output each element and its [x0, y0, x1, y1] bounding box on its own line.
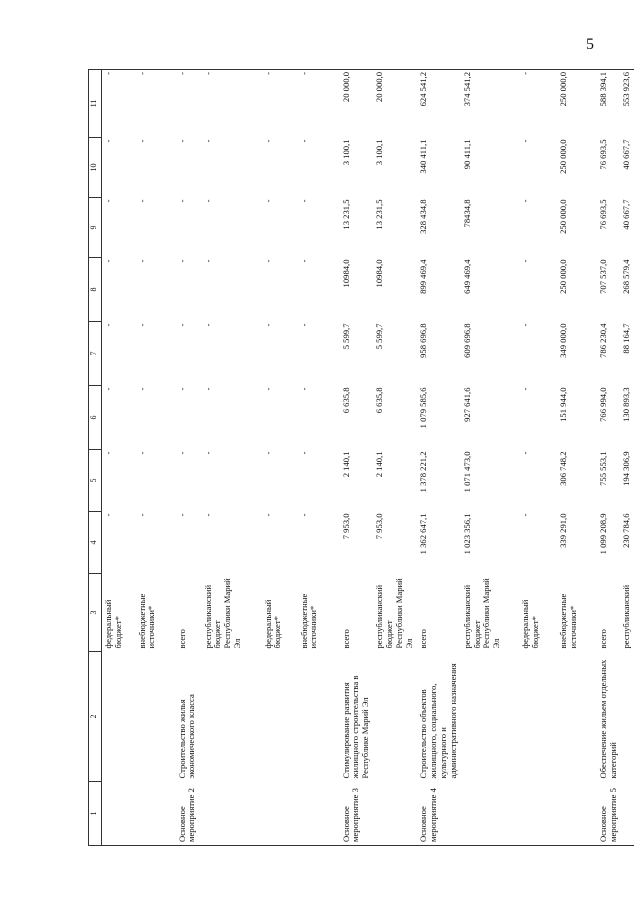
column-header-11: 11	[89, 70, 102, 138]
value-cell-col-7: 958 696,8	[418, 323, 429, 358]
value-cell-col-5: 1 378 221,2	[418, 451, 429, 493]
value-cell-col-10: -	[262, 139, 273, 143]
table-header	[89, 70, 102, 846]
measure-cell	[557, 782, 597, 846]
measure-name-cell	[262, 652, 298, 782]
measure-name-cell: Строительство объектов жилищного, социального, культурного и административного назначения	[418, 663, 458, 779]
measure-cell: Основное мероприятие 5	[597, 782, 621, 846]
value-cell-col-11: 250 000,0	[557, 70, 597, 138]
value-cell-col-11: -	[136, 70, 176, 138]
funding-source-cell: внебюджетные источники*	[298, 593, 319, 649]
value-cell-col-10: -	[519, 139, 530, 143]
value-cell-col-11: 20 000,0	[373, 70, 417, 138]
measure-cell	[202, 782, 262, 846]
value-cell-col-4: 1 023 356,1	[461, 513, 472, 555]
value-cell-col-10: 3 100,1	[340, 139, 351, 166]
column-header-9: 9	[89, 198, 102, 258]
value-cell-col-7: 609 696,8	[461, 323, 472, 358]
value-cell-col-10: 340 411,1	[418, 139, 429, 174]
funding-source-cell: внебюджетные источники*	[136, 593, 157, 649]
value-cell-col-9: -	[136, 199, 147, 203]
table-row	[262, 70, 298, 846]
value-cell-col-8: 649 469,4	[461, 259, 472, 294]
financing-table	[88, 69, 634, 846]
value-cell-col-5: 2 140,1	[340, 451, 351, 478]
measure-name-cell	[136, 652, 176, 782]
value-cell-col-5: -	[136, 451, 147, 455]
column-header-10: 10	[89, 138, 102, 198]
table-row	[417, 70, 461, 846]
value-cell-col-9: 76 693,5	[597, 199, 608, 230]
value-cell-col-7: -	[262, 323, 273, 327]
measure-cell	[373, 782, 417, 846]
value-cell-col-7: 5 599,7	[374, 323, 385, 350]
column-header-6: 6	[89, 386, 102, 450]
value-cell-col-6: 1 079 585,6	[418, 387, 429, 429]
value-cell-col-4: -	[136, 513, 147, 517]
rotated-table-container	[88, 70, 632, 846]
value-cell-col-5: -	[262, 451, 273, 455]
value-cell-col-5: 194 306,9	[621, 451, 632, 486]
value-cell-col-7: -	[519, 323, 530, 327]
value-cell-col-5: 2 140,1	[374, 451, 385, 478]
value-cell-col-5: -	[519, 451, 530, 455]
value-cell-col-4: 339 291,0	[557, 513, 568, 548]
value-cell-col-9: 250 000,0	[557, 199, 568, 234]
table-row	[373, 70, 417, 846]
value-cell-col-7: -	[202, 323, 213, 327]
measure-cell: Основное мероприятие 3	[340, 782, 374, 846]
measure-name-cell	[620, 652, 634, 782]
value-cell-col-6: 927 641,6	[461, 387, 472, 422]
value-cell-col-4: 230 784,6	[621, 513, 632, 548]
table-row	[519, 70, 557, 846]
value-cell-col-4: -	[298, 513, 309, 517]
value-cell-col-4: 1 362 647,1	[418, 513, 429, 555]
value-cell-col-5: 755 553,1	[597, 451, 608, 486]
value-cell-col-11: -	[176, 70, 202, 138]
value-cell-col-7: 88 164,7	[621, 323, 632, 354]
value-cell-col-10: -	[298, 139, 309, 143]
value-cell-col-10: -	[202, 139, 213, 143]
value-cell-col-11: 374 541,2	[461, 70, 519, 138]
value-cell-col-6: 6 635,8	[374, 387, 385, 414]
value-cell-col-6: -	[136, 387, 147, 391]
funding-source-cell: всего	[340, 629, 351, 649]
value-cell-col-9: 328 434,8	[418, 199, 429, 234]
measure-name-cell: Стимулирование развития жилищного строительства в Республике Марий Эл	[340, 675, 371, 779]
value-cell-col-6: -	[176, 387, 187, 391]
value-cell-col-11: -	[202, 70, 262, 138]
value-cell-col-10: -	[176, 139, 187, 143]
value-cell-col-6: -	[202, 387, 213, 391]
value-cell-col-8: -	[103, 259, 113, 263]
value-cell-col-4: -	[176, 513, 187, 517]
value-cell-col-6: -	[103, 387, 113, 391]
table-row	[102, 70, 136, 846]
table-row	[597, 70, 621, 846]
value-cell-col-7: 786 230,4	[597, 323, 608, 358]
measure-name-cell	[557, 652, 597, 782]
value-cell-col-10: 90 411,1	[461, 139, 472, 170]
value-cell-col-9: 13 231,5	[340, 199, 351, 230]
column-header-4: 4	[89, 512, 102, 574]
column-header-1: 1	[89, 782, 102, 846]
value-cell-col-10: 40 667,7	[621, 139, 632, 170]
value-cell-col-9: -	[298, 199, 309, 203]
value-cell-col-8: -	[519, 259, 530, 263]
measure-name-cell: Строительство жилья экономического класса	[176, 694, 197, 779]
funding-source-cell: республиканский	[621, 584, 632, 649]
table-row	[461, 70, 519, 846]
table-row	[620, 70, 634, 846]
funding-source-cell: федеральный бюджет*	[519, 599, 540, 649]
value-cell-col-6: -	[298, 387, 309, 391]
value-cell-col-6: 130 893,3	[621, 387, 632, 422]
measure-cell	[262, 782, 298, 846]
measure-name-cell	[102, 652, 136, 782]
value-cell-col-4: -	[262, 513, 273, 517]
measure-cell	[461, 782, 519, 846]
funding-source-cell: республиканский бюджет Республики Марий Эл	[202, 578, 243, 649]
value-cell-col-5: 1 071 473,0	[461, 451, 472, 493]
value-cell-col-6: 151 944,0	[557, 387, 568, 422]
funding-source-cell: республиканский бюджет Республики Марий Эл	[374, 578, 414, 649]
measure-name-cell	[519, 652, 557, 782]
value-cell-col-11: -	[298, 70, 340, 138]
measure-cell	[620, 782, 634, 846]
value-cell-col-4: 1 099 208,9	[597, 513, 608, 555]
value-cell-col-8: -	[202, 259, 213, 263]
value-cell-col-9: 40 667,7	[621, 199, 632, 230]
measure-cell	[136, 782, 176, 846]
value-cell-col-9: -	[202, 199, 213, 203]
value-cell-col-8: -	[298, 259, 309, 263]
value-cell-col-10: 3 100,1	[374, 139, 385, 166]
value-cell-col-7: -	[136, 323, 147, 327]
value-cell-col-11: 624 541,2	[417, 70, 461, 138]
funding-source-cell: федеральный бюджет*	[103, 599, 123, 649]
value-cell-col-10: 250 000,0	[557, 139, 568, 174]
value-cell-col-7: 5 599,7	[340, 323, 351, 350]
value-cell-col-6: 6 635,8	[340, 387, 351, 414]
measure-cell	[519, 782, 557, 846]
column-header-5: 5	[89, 450, 102, 512]
table-row	[136, 70, 176, 846]
funding-source-cell: всего	[418, 629, 429, 649]
value-cell-col-8: 250 000,0	[557, 259, 568, 294]
funding-source-cell: федеральный бюджет*	[262, 599, 283, 649]
value-cell-col-8: 10984,0	[374, 259, 385, 288]
measure-name-cell	[373, 652, 417, 782]
measure-name-cell	[298, 652, 340, 782]
column-header-8: 8	[89, 258, 102, 322]
value-cell-col-11: -	[262, 70, 298, 138]
value-cell-col-8: 10984,0	[340, 259, 351, 288]
value-cell-col-10: 76 693,5	[597, 139, 608, 170]
value-cell-col-9: -	[103, 199, 113, 203]
funding-source-cell: внебюджетные источники*	[557, 593, 578, 649]
value-cell-col-9: -	[519, 199, 530, 203]
measure-name-cell	[202, 652, 262, 782]
column-header-2: 2	[89, 652, 102, 782]
value-cell-col-11: 20 000,0	[340, 70, 374, 138]
value-cell-col-6: 766 994,0	[597, 387, 608, 422]
value-cell-col-11: -	[102, 70, 136, 138]
page-number: 5	[586, 36, 594, 53]
column-header-7: 7	[89, 322, 102, 386]
value-cell-col-7: -	[176, 323, 187, 327]
table-body	[102, 70, 635, 846]
value-cell-col-4: -	[519, 513, 530, 517]
table-row	[557, 70, 597, 846]
value-cell-col-5: -	[298, 451, 309, 455]
value-cell-col-7: -	[103, 323, 113, 327]
measure-cell	[102, 782, 136, 846]
value-cell-col-10: -	[136, 139, 147, 143]
value-cell-col-8: -	[136, 259, 147, 263]
value-cell-col-6: -	[519, 387, 530, 391]
value-cell-col-5: -	[103, 451, 113, 455]
value-cell-col-6: -	[262, 387, 273, 391]
value-cell-col-7: 349 000,0	[557, 323, 568, 358]
value-cell-col-9: 13 231,5	[374, 199, 385, 230]
value-cell-col-5: 306 748,2	[557, 451, 568, 486]
table-row	[298, 70, 340, 846]
value-cell-col-8: -	[262, 259, 273, 263]
value-cell-col-4: 7 953,0	[340, 513, 351, 540]
table-row	[340, 70, 374, 846]
value-cell-col-9: -	[176, 199, 187, 203]
value-cell-col-10: -	[103, 139, 113, 143]
value-cell-col-8: -	[176, 259, 187, 263]
value-cell-col-4: 7 953,0	[374, 513, 385, 540]
value-cell-col-8: 707 537,0	[597, 259, 608, 294]
column-header-3: 3	[89, 574, 102, 652]
funding-source-cell: республиканский бюджет Республики Марий Эл	[461, 578, 502, 649]
table-row	[202, 70, 262, 846]
measure-cell: Основное мероприятие 2	[176, 782, 202, 846]
value-cell-col-4: -	[202, 513, 213, 517]
value-cell-col-5: -	[176, 451, 187, 455]
funding-source-cell: всего	[597, 629, 608, 649]
table-row	[176, 70, 202, 846]
value-cell-col-11: 588 394,1	[597, 70, 621, 138]
value-cell-col-4: -	[103, 513, 113, 517]
value-cell-col-8: 899 469,4	[418, 259, 429, 294]
measure-name-cell	[461, 652, 519, 782]
value-cell-col-5: -	[202, 451, 213, 455]
value-cell-col-9: 78434,8	[461, 199, 472, 228]
measure-name-cell: Обеспечение жильем отдельных категорий	[597, 659, 618, 779]
measure-cell: Основное мероприятие 4	[417, 782, 461, 846]
value-cell-col-11: -	[519, 70, 557, 138]
value-cell-col-11: 553 923,6	[620, 70, 634, 138]
value-cell-col-8: 268 579,4	[621, 259, 632, 294]
value-cell-col-9: -	[262, 199, 273, 203]
value-cell-col-7: -	[298, 323, 309, 327]
measure-cell	[298, 782, 340, 846]
funding-source-cell: всего	[176, 629, 187, 649]
